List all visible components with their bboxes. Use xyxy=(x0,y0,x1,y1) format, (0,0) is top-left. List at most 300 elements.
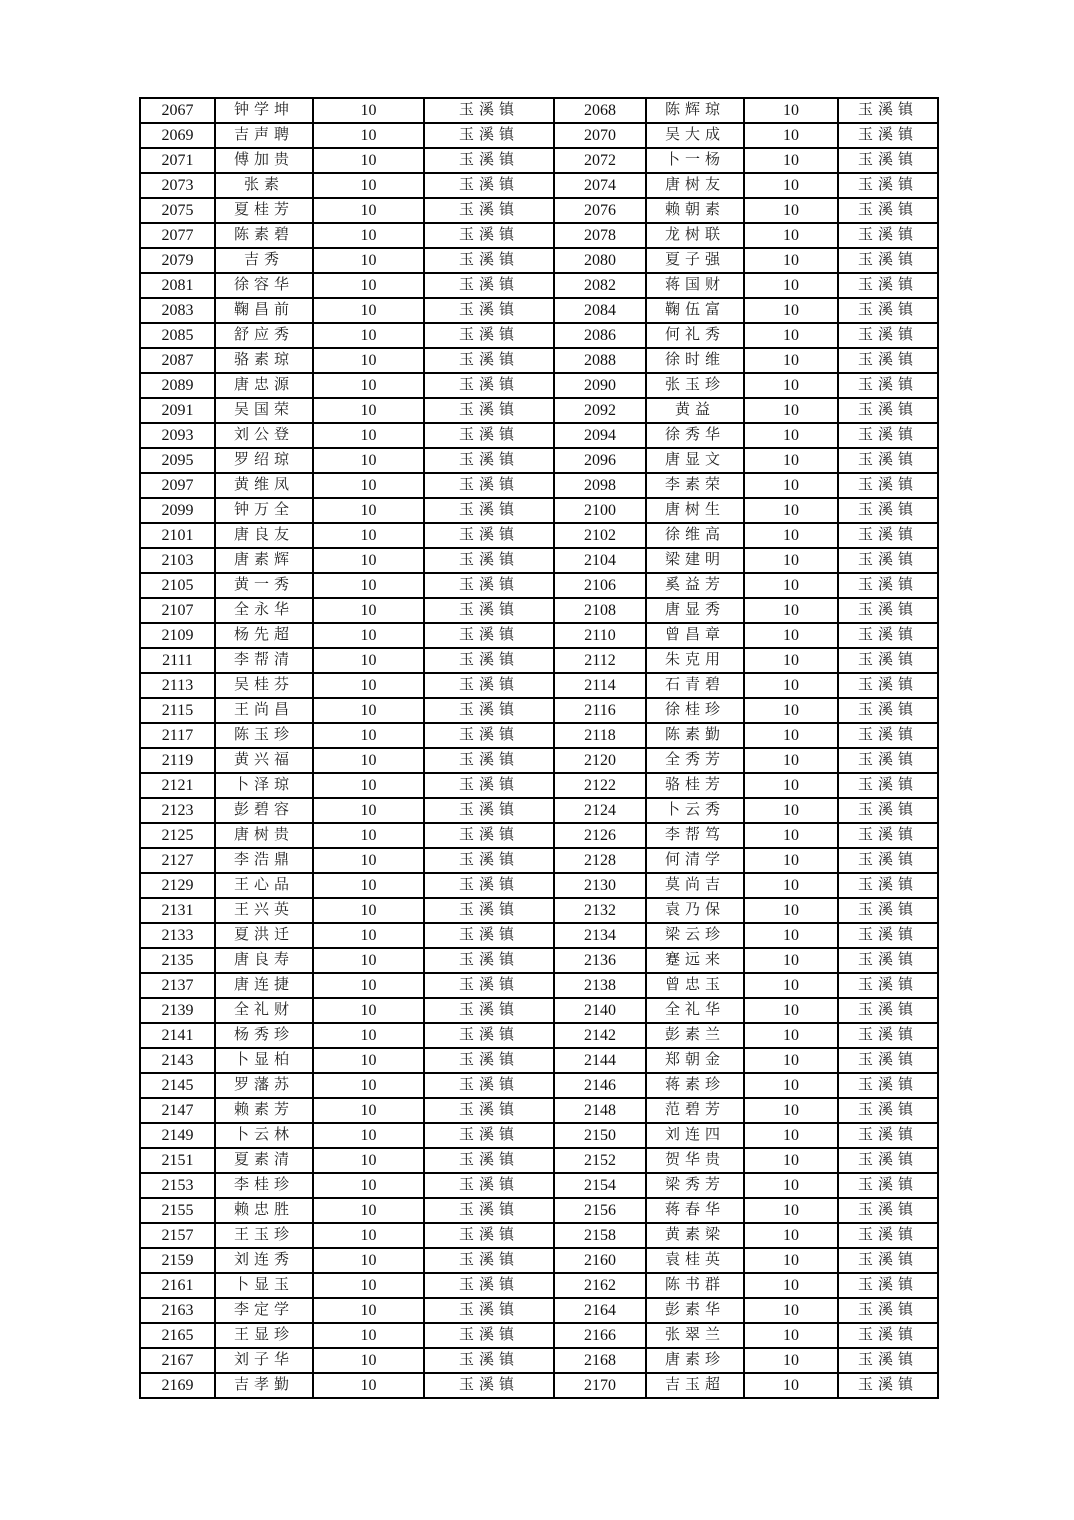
cell-town: 玉溪镇 xyxy=(838,873,938,898)
cell-name: 徐桂珍 xyxy=(646,698,744,723)
cell-town: 玉溪镇 xyxy=(424,1173,554,1198)
cell-name: 石青碧 xyxy=(646,673,744,698)
cell-name: 曾昌章 xyxy=(646,623,744,648)
cell-amount: 10 xyxy=(744,798,838,823)
cell-amount: 10 xyxy=(744,573,838,598)
table-row xyxy=(140,298,938,323)
cell-amount: 10 xyxy=(744,848,838,873)
table-row xyxy=(140,948,938,973)
cell-town: 玉溪镇 xyxy=(424,973,554,998)
table-row xyxy=(140,898,938,923)
cell-id: 2145 xyxy=(140,1073,215,1098)
cell-id: 2118 xyxy=(554,723,646,748)
table-row xyxy=(140,323,938,348)
cell-name: 杨秀珍 xyxy=(215,1023,313,1048)
cell-amount: 10 xyxy=(744,548,838,573)
cell-name: 黄兴福 xyxy=(215,748,313,773)
cell-name: 唐树友 xyxy=(646,173,744,198)
cell-town: 玉溪镇 xyxy=(838,1298,938,1323)
cell-town: 玉溪镇 xyxy=(424,798,554,823)
cell-amount: 10 xyxy=(744,173,838,198)
cell-id: 2141 xyxy=(140,1023,215,1048)
cell-id: 2162 xyxy=(554,1273,646,1298)
cell-name: 蹇远来 xyxy=(646,948,744,973)
cell-name: 徐时维 xyxy=(646,348,744,373)
cell-town: 玉溪镇 xyxy=(838,1198,938,1223)
cell-id: 2135 xyxy=(140,948,215,973)
cell-amount: 10 xyxy=(313,1048,424,1073)
cell-town: 玉溪镇 xyxy=(424,523,554,548)
cell-name: 范碧芳 xyxy=(646,1098,744,1123)
cell-id: 2133 xyxy=(140,923,215,948)
cell-town: 玉溪镇 xyxy=(838,723,938,748)
cell-id: 2121 xyxy=(140,773,215,798)
table-row xyxy=(140,573,938,598)
cell-name: 王心品 xyxy=(215,873,313,898)
cell-name: 袁桂英 xyxy=(646,1248,744,1273)
cell-name: 唐连捷 xyxy=(215,973,313,998)
table-row xyxy=(140,1198,938,1223)
cell-town: 玉溪镇 xyxy=(838,998,938,1023)
cell-town: 玉溪镇 xyxy=(838,123,938,148)
cell-amount: 10 xyxy=(313,1223,424,1248)
cell-id: 2128 xyxy=(554,848,646,873)
table-row xyxy=(140,123,938,148)
cell-amount: 10 xyxy=(313,198,424,223)
cell-amount: 10 xyxy=(744,148,838,173)
cell-id: 2078 xyxy=(554,223,646,248)
cell-name: 赖素芳 xyxy=(215,1098,313,1123)
cell-name: 张玉珍 xyxy=(646,373,744,398)
cell-amount: 10 xyxy=(313,498,424,523)
cell-id: 2158 xyxy=(554,1223,646,1248)
table-row xyxy=(140,973,938,998)
cell-town: 玉溪镇 xyxy=(424,498,554,523)
cell-amount: 10 xyxy=(744,323,838,348)
cell-name: 卜显柏 xyxy=(215,1048,313,1073)
cell-name: 全礼华 xyxy=(646,998,744,1023)
cell-amount: 10 xyxy=(313,1098,424,1123)
cell-name: 黄维凤 xyxy=(215,473,313,498)
cell-amount: 10 xyxy=(744,223,838,248)
cell-id: 2107 xyxy=(140,598,215,623)
cell-name: 王尚昌 xyxy=(215,698,313,723)
cell-town: 玉溪镇 xyxy=(838,1273,938,1298)
table-row xyxy=(140,1298,938,1323)
cell-id: 2132 xyxy=(554,898,646,923)
cell-id: 2144 xyxy=(554,1048,646,1073)
table-row xyxy=(140,648,938,673)
cell-town: 玉溪镇 xyxy=(424,873,554,898)
table-row xyxy=(140,923,938,948)
cell-town: 玉溪镇 xyxy=(424,1348,554,1373)
cell-id: 2161 xyxy=(140,1273,215,1298)
cell-amount: 10 xyxy=(744,1223,838,1248)
cell-id: 2131 xyxy=(140,898,215,923)
cell-town: 玉溪镇 xyxy=(424,223,554,248)
table-row xyxy=(140,698,938,723)
cell-amount: 10 xyxy=(744,298,838,323)
cell-amount: 10 xyxy=(744,1273,838,1298)
cell-amount: 10 xyxy=(744,1198,838,1223)
cell-id: 2106 xyxy=(554,573,646,598)
table-row xyxy=(140,1023,938,1048)
cell-amount: 10 xyxy=(313,998,424,1023)
cell-name: 梁秀芳 xyxy=(646,1173,744,1198)
cell-amount: 10 xyxy=(744,698,838,723)
cell-town: 玉溪镇 xyxy=(838,348,938,373)
cell-name: 吉玉超 xyxy=(646,1373,744,1398)
cell-name: 何礼秀 xyxy=(646,323,744,348)
cell-town: 玉溪镇 xyxy=(424,648,554,673)
cell-id: 2090 xyxy=(554,373,646,398)
cell-town: 玉溪镇 xyxy=(838,173,938,198)
cell-id: 2156 xyxy=(554,1198,646,1223)
cell-amount: 10 xyxy=(744,273,838,298)
cell-name: 夏素清 xyxy=(215,1148,313,1173)
cell-town: 玉溪镇 xyxy=(424,598,554,623)
cell-id: 2079 xyxy=(140,248,215,273)
cell-town: 玉溪镇 xyxy=(424,1373,554,1398)
cell-id: 2142 xyxy=(554,1023,646,1048)
cell-name: 赖朝素 xyxy=(646,198,744,223)
cell-name: 唐忠源 xyxy=(215,373,313,398)
cell-name: 骆素琼 xyxy=(215,348,313,373)
cell-amount: 10 xyxy=(744,1023,838,1048)
cell-id: 2108 xyxy=(554,598,646,623)
cell-town: 玉溪镇 xyxy=(424,273,554,298)
cell-id: 2170 xyxy=(554,1373,646,1398)
cell-name: 唐显秀 xyxy=(646,598,744,623)
cell-town: 玉溪镇 xyxy=(838,498,938,523)
cell-id: 2071 xyxy=(140,148,215,173)
cell-id: 2115 xyxy=(140,698,215,723)
cell-amount: 10 xyxy=(744,898,838,923)
cell-amount: 10 xyxy=(313,423,424,448)
cell-amount: 10 xyxy=(744,1348,838,1373)
roster-table-body xyxy=(140,98,938,1398)
cell-town: 玉溪镇 xyxy=(838,1048,938,1073)
cell-amount: 10 xyxy=(313,123,424,148)
cell-town: 玉溪镇 xyxy=(838,1073,938,1098)
cell-amount: 10 xyxy=(744,373,838,398)
cell-town: 玉溪镇 xyxy=(424,398,554,423)
cell-town: 玉溪镇 xyxy=(838,1173,938,1198)
cell-id: 2080 xyxy=(554,248,646,273)
cell-town: 玉溪镇 xyxy=(424,1248,554,1273)
cell-town: 玉溪镇 xyxy=(838,698,938,723)
cell-town: 玉溪镇 xyxy=(424,773,554,798)
cell-name: 奚益芳 xyxy=(646,573,744,598)
table-row xyxy=(140,173,938,198)
cell-amount: 10 xyxy=(313,148,424,173)
table-row xyxy=(140,673,938,698)
table-row xyxy=(140,1348,938,1373)
cell-amount: 10 xyxy=(313,898,424,923)
cell-town: 玉溪镇 xyxy=(424,473,554,498)
cell-id: 2084 xyxy=(554,298,646,323)
table-row xyxy=(140,873,938,898)
cell-name: 夏洪迁 xyxy=(215,923,313,948)
table-row xyxy=(140,623,938,648)
cell-town: 玉溪镇 xyxy=(838,548,938,573)
cell-amount: 10 xyxy=(313,1198,424,1223)
cell-name: 赖忠胜 xyxy=(215,1198,313,1223)
cell-town: 玉溪镇 xyxy=(838,398,938,423)
cell-name: 唐显文 xyxy=(646,448,744,473)
table-row xyxy=(140,848,938,873)
table-row xyxy=(140,223,938,248)
cell-amount: 10 xyxy=(744,1173,838,1198)
cell-amount: 10 xyxy=(744,623,838,648)
cell-id: 2113 xyxy=(140,673,215,698)
cell-amount: 10 xyxy=(313,1173,424,1198)
table-row xyxy=(140,398,938,423)
cell-town: 玉溪镇 xyxy=(838,898,938,923)
cell-id: 2148 xyxy=(554,1098,646,1123)
cell-id: 2072 xyxy=(554,148,646,173)
table-row xyxy=(140,548,938,573)
table-row xyxy=(140,1123,938,1148)
table-row xyxy=(140,798,938,823)
cell-town: 玉溪镇 xyxy=(838,198,938,223)
cell-town: 玉溪镇 xyxy=(424,1298,554,1323)
cell-town: 玉溪镇 xyxy=(838,773,938,798)
cell-amount: 10 xyxy=(744,423,838,448)
cell-amount: 10 xyxy=(313,473,424,498)
cell-id: 2085 xyxy=(140,323,215,348)
cell-id: 2097 xyxy=(140,473,215,498)
cell-name: 曾忠玉 xyxy=(646,973,744,998)
cell-name: 卜泽琼 xyxy=(215,773,313,798)
cell-amount: 10 xyxy=(744,973,838,998)
cell-id: 2074 xyxy=(554,173,646,198)
cell-id: 2116 xyxy=(554,698,646,723)
cell-name: 张素 xyxy=(215,173,313,198)
cell-id: 2138 xyxy=(554,973,646,998)
cell-town: 玉溪镇 xyxy=(424,723,554,748)
cell-town: 玉溪镇 xyxy=(424,848,554,873)
cell-town: 玉溪镇 xyxy=(838,1148,938,1173)
cell-amount: 10 xyxy=(744,123,838,148)
cell-town: 玉溪镇 xyxy=(838,473,938,498)
cell-town: 玉溪镇 xyxy=(424,98,554,123)
cell-id: 2120 xyxy=(554,748,646,773)
table-row xyxy=(140,348,938,373)
cell-name: 卜一杨 xyxy=(646,148,744,173)
cell-name: 陈辉琼 xyxy=(646,98,744,123)
cell-town: 玉溪镇 xyxy=(424,123,554,148)
cell-name: 钟万全 xyxy=(215,498,313,523)
cell-id: 2103 xyxy=(140,548,215,573)
table-row xyxy=(140,1323,938,1348)
cell-id: 2102 xyxy=(554,523,646,548)
cell-town: 玉溪镇 xyxy=(424,348,554,373)
cell-name: 李帮笃 xyxy=(646,823,744,848)
cell-id: 2089 xyxy=(140,373,215,398)
cell-id: 2167 xyxy=(140,1348,215,1373)
cell-name: 骆桂芳 xyxy=(646,773,744,798)
cell-id: 2110 xyxy=(554,623,646,648)
cell-town: 玉溪镇 xyxy=(838,948,938,973)
cell-amount: 10 xyxy=(313,523,424,548)
cell-amount: 10 xyxy=(744,1073,838,1098)
cell-amount: 10 xyxy=(744,1048,838,1073)
cell-id: 2098 xyxy=(554,473,646,498)
cell-id: 2109 xyxy=(140,623,215,648)
cell-amount: 10 xyxy=(313,1373,424,1398)
cell-amount: 10 xyxy=(744,723,838,748)
cell-id: 2100 xyxy=(554,498,646,523)
cell-town: 玉溪镇 xyxy=(424,1073,554,1098)
cell-id: 2165 xyxy=(140,1323,215,1348)
cell-id: 2137 xyxy=(140,973,215,998)
cell-town: 玉溪镇 xyxy=(838,1348,938,1373)
cell-name: 傅加贵 xyxy=(215,148,313,173)
table-row xyxy=(140,473,938,498)
cell-id: 2114 xyxy=(554,673,646,698)
cell-town: 玉溪镇 xyxy=(838,973,938,998)
cell-id: 2091 xyxy=(140,398,215,423)
cell-amount: 10 xyxy=(744,1248,838,1273)
cell-amount: 10 xyxy=(313,1348,424,1373)
cell-name: 舒应秀 xyxy=(215,323,313,348)
cell-town: 玉溪镇 xyxy=(424,1023,554,1048)
cell-id: 2124 xyxy=(554,798,646,823)
cell-town: 玉溪镇 xyxy=(838,848,938,873)
cell-id: 2164 xyxy=(554,1298,646,1323)
cell-id: 2146 xyxy=(554,1073,646,1098)
cell-id: 2094 xyxy=(554,423,646,448)
cell-town: 玉溪镇 xyxy=(838,298,938,323)
cell-town: 玉溪镇 xyxy=(838,1023,938,1048)
cell-town: 玉溪镇 xyxy=(838,798,938,823)
cell-id: 2077 xyxy=(140,223,215,248)
cell-name: 吴桂芬 xyxy=(215,673,313,698)
cell-id: 2157 xyxy=(140,1223,215,1248)
table-row xyxy=(140,198,938,223)
cell-id: 2153 xyxy=(140,1173,215,1198)
cell-amount: 10 xyxy=(313,823,424,848)
cell-name: 梁云珍 xyxy=(646,923,744,948)
cell-amount: 10 xyxy=(313,223,424,248)
table-row xyxy=(140,148,938,173)
cell-town: 玉溪镇 xyxy=(838,923,938,948)
cell-town: 玉溪镇 xyxy=(838,1223,938,1248)
cell-town: 玉溪镇 xyxy=(424,448,554,473)
cell-id: 2111 xyxy=(140,648,215,673)
cell-amount: 10 xyxy=(313,273,424,298)
cell-name: 梁建明 xyxy=(646,548,744,573)
cell-id: 2150 xyxy=(554,1123,646,1148)
cell-name: 张翠兰 xyxy=(646,1323,744,1348)
cell-id: 2126 xyxy=(554,823,646,848)
cell-amount: 10 xyxy=(313,1123,424,1148)
cell-name: 钟学坤 xyxy=(215,98,313,123)
cell-town: 玉溪镇 xyxy=(424,673,554,698)
cell-id: 2136 xyxy=(554,948,646,973)
cell-name: 鞠昌前 xyxy=(215,298,313,323)
cell-amount: 10 xyxy=(313,723,424,748)
cell-amount: 10 xyxy=(313,923,424,948)
cell-id: 2147 xyxy=(140,1098,215,1123)
cell-name: 彭素华 xyxy=(646,1298,744,1323)
cell-id: 2070 xyxy=(554,123,646,148)
cell-name: 卜云林 xyxy=(215,1123,313,1148)
cell-name: 陈玉珍 xyxy=(215,723,313,748)
cell-id: 2068 xyxy=(554,98,646,123)
cell-amount: 10 xyxy=(313,1073,424,1098)
cell-town: 玉溪镇 xyxy=(424,998,554,1023)
cell-name: 黄一秀 xyxy=(215,573,313,598)
cell-town: 玉溪镇 xyxy=(838,648,938,673)
cell-id: 2166 xyxy=(554,1323,646,1348)
cell-town: 玉溪镇 xyxy=(838,1373,938,1398)
cell-name: 王显珍 xyxy=(215,1323,313,1348)
cell-name: 李帮清 xyxy=(215,648,313,673)
cell-name: 王玉珍 xyxy=(215,1223,313,1248)
cell-id: 2129 xyxy=(140,873,215,898)
cell-town: 玉溪镇 xyxy=(424,423,554,448)
cell-amount: 10 xyxy=(744,1098,838,1123)
cell-name: 唐素珍 xyxy=(646,1348,744,1373)
cell-name: 吴大成 xyxy=(646,123,744,148)
cell-amount: 10 xyxy=(313,1023,424,1048)
cell-name: 蒋素珍 xyxy=(646,1073,744,1098)
cell-amount: 10 xyxy=(313,298,424,323)
cell-town: 玉溪镇 xyxy=(424,248,554,273)
cell-amount: 10 xyxy=(313,648,424,673)
table-row xyxy=(140,448,938,473)
cell-town: 玉溪镇 xyxy=(424,1198,554,1223)
cell-amount: 10 xyxy=(744,673,838,698)
cell-name: 彭碧容 xyxy=(215,798,313,823)
cell-town: 玉溪镇 xyxy=(838,598,938,623)
cell-id: 2104 xyxy=(554,548,646,573)
table-row xyxy=(140,423,938,448)
cell-town: 玉溪镇 xyxy=(424,623,554,648)
cell-amount: 10 xyxy=(313,323,424,348)
cell-id: 2092 xyxy=(554,398,646,423)
cell-name: 何清学 xyxy=(646,848,744,873)
cell-id: 2140 xyxy=(554,998,646,1023)
cell-town: 玉溪镇 xyxy=(424,298,554,323)
cell-town: 玉溪镇 xyxy=(424,898,554,923)
cell-name: 吉声聘 xyxy=(215,123,313,148)
cell-name: 罗藩苏 xyxy=(215,1073,313,1098)
table-row xyxy=(140,1273,938,1298)
cell-name: 陈素勤 xyxy=(646,723,744,748)
cell-town: 玉溪镇 xyxy=(838,448,938,473)
cell-amount: 10 xyxy=(744,348,838,373)
cell-amount: 10 xyxy=(744,248,838,273)
cell-id: 2086 xyxy=(554,323,646,348)
cell-amount: 10 xyxy=(313,848,424,873)
cell-name: 莫尚吉 xyxy=(646,873,744,898)
cell-amount: 10 xyxy=(744,1148,838,1173)
cell-name: 蒋国财 xyxy=(646,273,744,298)
cell-id: 2093 xyxy=(140,423,215,448)
cell-id: 2069 xyxy=(140,123,215,148)
cell-town: 玉溪镇 xyxy=(424,1123,554,1148)
cell-town: 玉溪镇 xyxy=(838,223,938,248)
table-row xyxy=(140,1248,938,1273)
cell-id: 2095 xyxy=(140,448,215,473)
table-row xyxy=(140,1098,938,1123)
cell-town: 玉溪镇 xyxy=(424,323,554,348)
table-row xyxy=(140,498,938,523)
cell-amount: 10 xyxy=(744,98,838,123)
